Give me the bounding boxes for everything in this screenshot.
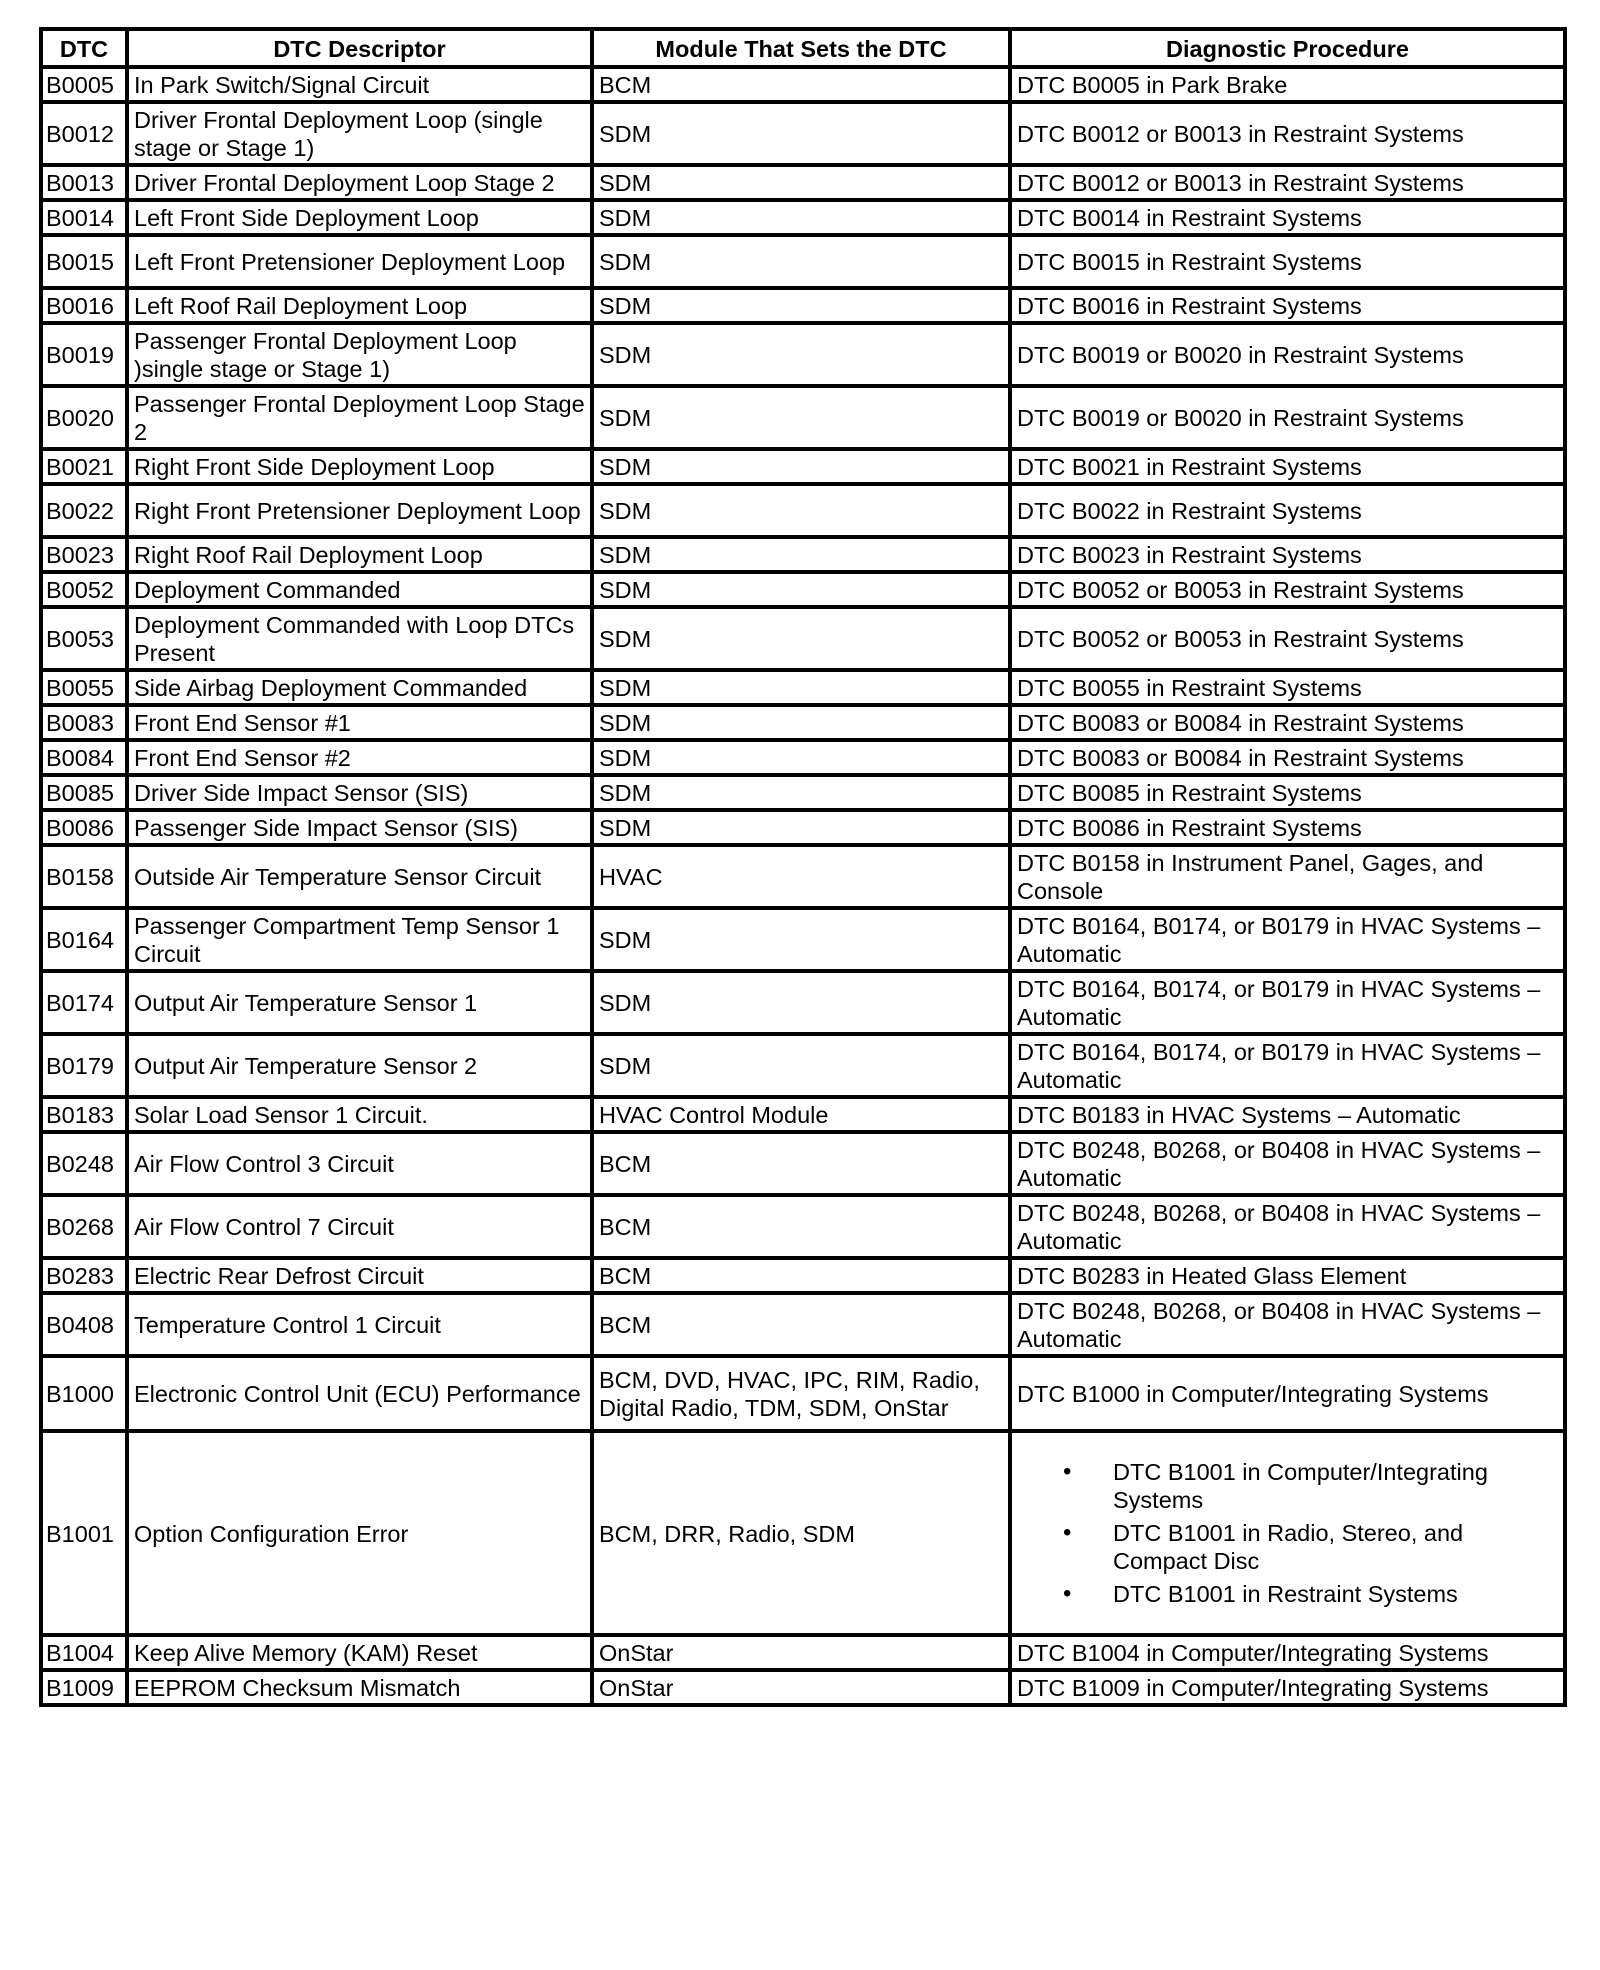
dtc-code-cell: B0174 [41, 971, 127, 1034]
module-cell: BCM [592, 67, 1010, 102]
dtc-descriptor-cell: Right Roof Rail Deployment Loop [127, 537, 592, 572]
table-row [41, 1097, 1565, 1132]
procedure-cell: DTC B0021 in Restraint Systems [1010, 449, 1565, 484]
procedure-cell: DTC B1000 in Computer/Integrating Systems [1010, 1356, 1565, 1431]
dtc-descriptor-cell: Electronic Control Unit (ECU) Performance [127, 1356, 592, 1431]
table-row [41, 1293, 1565, 1356]
dtc-descriptor-cell: Side Airbag Deployment Commanded [127, 670, 592, 705]
table-row [41, 323, 1565, 386]
dtc-code-cell: B1009 [41, 1670, 127, 1705]
module-cell: BCM [592, 1258, 1010, 1293]
table-row [41, 1132, 1565, 1195]
dtc-descriptor-cell: Passenger Compartment Temp Sensor 1 Circuit [127, 908, 592, 971]
table-row [41, 740, 1565, 775]
procedure-cell: DTC B0164, B0174, or B0179 in HVAC Systems – Automatic [1010, 971, 1565, 1034]
dtc-code-cell: B0015 [41, 235, 127, 288]
dtc-descriptor-cell: Temperature Control 1 Circuit [127, 1293, 592, 1356]
module-cell: SDM [592, 810, 1010, 845]
table-row [41, 288, 1565, 323]
dtc-code-cell: B0020 [41, 386, 127, 449]
table-row [41, 670, 1565, 705]
dtc-descriptor-cell: Passenger Frontal Deployment Loop Stage 2 [127, 386, 592, 449]
module-cell: BCM [592, 1195, 1010, 1258]
dtc-descriptor-cell: Air Flow Control 7 Circuit [127, 1195, 592, 1258]
dtc-descriptor-cell: Front End Sensor #1 [127, 705, 592, 740]
dtc-code-cell: B0012 [41, 102, 127, 165]
procedure-cell: DTC B0015 in Restraint Systems [1010, 235, 1565, 288]
table-row [41, 537, 1565, 572]
procedure-cell: DTC B0086 in Restraint Systems [1010, 810, 1565, 845]
module-cell: SDM [592, 200, 1010, 235]
dtc-descriptor-cell: Deployment Commanded with Loop DTCs Present [127, 607, 592, 670]
dtc-descriptor-cell: Left Roof Rail Deployment Loop [127, 288, 592, 323]
module-cell: SDM [592, 705, 1010, 740]
module-cell: SDM [592, 971, 1010, 1034]
procedure-cell: DTC B0005 in Park Brake [1010, 67, 1565, 102]
module-cell: SDM [592, 537, 1010, 572]
dtc-descriptor-cell: Right Front Side Deployment Loop [127, 449, 592, 484]
procedure-cell: DTC B1004 in Computer/Integrating Systems [1010, 1635, 1565, 1670]
dtc-code-cell: B0084 [41, 740, 127, 775]
module-cell: SDM [592, 607, 1010, 670]
table-row [41, 908, 1565, 971]
table-row [41, 449, 1565, 484]
module-cell: HVAC [592, 845, 1010, 908]
table-row [41, 705, 1565, 740]
module-cell: SDM [592, 323, 1010, 386]
column-header-dtc: DTC [41, 29, 127, 67]
table-row [41, 1635, 1565, 1670]
dtc-code-cell: B0014 [41, 200, 127, 235]
procedure-cell: DTC B0012 or B0013 in Restraint Systems [1010, 102, 1565, 165]
dtc-code-cell: B0022 [41, 484, 127, 537]
dtc-descriptor-cell: Solar Load Sensor 1 Circuit. [127, 1097, 592, 1132]
procedure-cell [1010, 1431, 1565, 1635]
table-body [41, 67, 1565, 1705]
table-row [41, 235, 1565, 288]
procedure-cell: DTC B0283 in Heated Glass Element [1010, 1258, 1565, 1293]
module-cell: SDM [592, 670, 1010, 705]
dtc-descriptor-cell: Left Front Side Deployment Loop [127, 200, 592, 235]
procedure-list-item: • DTC B1001 in Radio, Stereo, and Compact Disc [1113, 1519, 1558, 1575]
module-cell: SDM [592, 235, 1010, 288]
dtc-descriptor-cell: Driver Side Impact Sensor (SIS) [127, 775, 592, 810]
table-row [41, 200, 1565, 235]
dtc-code-cell: B0016 [41, 288, 127, 323]
dtc-code-cell: B0052 [41, 572, 127, 607]
dtc-code-cell: B0408 [41, 1293, 127, 1356]
dtc-descriptor-cell: Front End Sensor #2 [127, 740, 592, 775]
procedure-list [1017, 1458, 1558, 1608]
column-header-module: Module That Sets the DTC [592, 29, 1010, 67]
procedure-cell: DTC B0012 or B0013 in Restraint Systems [1010, 165, 1565, 200]
table-row [41, 1195, 1565, 1258]
dtc-code-cell: B0268 [41, 1195, 127, 1258]
procedure-list-item: • DTC B1001 in Restraint Systems [1113, 1580, 1558, 1608]
table-row [41, 845, 1565, 908]
module-cell: BCM, DRR, Radio, SDM [592, 1431, 1010, 1635]
dtc-descriptor-cell: Air Flow Control 3 Circuit [127, 1132, 592, 1195]
procedure-cell: DTC B0248, B0268, or B0408 in HVAC Systems – Automatic [1010, 1293, 1565, 1356]
dtc-descriptor-cell: Output Air Temperature Sensor 2 [127, 1034, 592, 1097]
table-row [41, 102, 1565, 165]
dtc-descriptor-cell: Right Front Pretensioner Deployment Loop [127, 484, 592, 537]
table-row [41, 1034, 1565, 1097]
dtc-code-cell: B0283 [41, 1258, 127, 1293]
procedure-list-item: • DTC B1001 in Computer/Integrating Systems [1113, 1458, 1558, 1514]
procedure-cell: DTC B0248, B0268, or B0408 in HVAC Systems – Automatic [1010, 1132, 1565, 1195]
dtc-code-cell: B0085 [41, 775, 127, 810]
dtc-code-cell: B0053 [41, 607, 127, 670]
dtc-descriptor-cell: In Park Switch/Signal Circuit [127, 67, 592, 102]
dtc-descriptor-cell: Driver Frontal Deployment Loop (single stage or Stage 1) [127, 102, 592, 165]
procedure-cell: DTC B0019 or B0020 in Restraint Systems [1010, 323, 1565, 386]
module-cell: SDM [592, 740, 1010, 775]
procedure-cell: DTC B0083 or B0084 in Restraint Systems [1010, 705, 1565, 740]
module-cell: SDM [592, 572, 1010, 607]
dtc-code-cell: B0013 [41, 165, 127, 200]
module-cell: OnStar [592, 1670, 1010, 1705]
dtc-code-cell: B1000 [41, 1356, 127, 1431]
module-cell: SDM [592, 449, 1010, 484]
dtc-descriptor-cell: Output Air Temperature Sensor 1 [127, 971, 592, 1034]
dtc-code-cell: B0086 [41, 810, 127, 845]
dtc-descriptor-cell: Passenger Frontal Deployment Loop )single stage or Stage 1) [127, 323, 592, 386]
dtc-document [39, 27, 1563, 1707]
table-row [41, 484, 1565, 537]
dtc-descriptor-cell: Option Configuration Error [127, 1431, 592, 1635]
table-row [41, 607, 1565, 670]
dtc-descriptor-cell: Outside Air Temperature Sensor Circuit [127, 845, 592, 908]
procedure-cell: DTC B0085 in Restraint Systems [1010, 775, 1565, 810]
procedure-cell: DTC B0019 or B0020 in Restraint Systems [1010, 386, 1565, 449]
table-row [41, 67, 1565, 102]
module-cell: SDM [592, 288, 1010, 323]
dtc-code-cell: B0019 [41, 323, 127, 386]
procedure-cell: DTC B0164, B0174, or B0179 in HVAC Systems – Automatic [1010, 908, 1565, 971]
module-cell: BCM [592, 1132, 1010, 1195]
procedure-cell: DTC B0016 in Restraint Systems [1010, 288, 1565, 323]
procedure-cell: DTC B0183 in HVAC Systems – Automatic [1010, 1097, 1565, 1132]
table-row [41, 1431, 1565, 1635]
table-row [41, 1670, 1565, 1705]
dtc-descriptor-cell: Deployment Commanded [127, 572, 592, 607]
table-header-row [41, 29, 1565, 67]
module-cell: HVAC Control Module [592, 1097, 1010, 1132]
module-cell: SDM [592, 386, 1010, 449]
column-header-descriptor: DTC Descriptor [127, 29, 592, 67]
dtc-descriptor-cell: Keep Alive Memory (KAM) Reset [127, 1635, 592, 1670]
dtc-code-cell: B1004 [41, 1635, 127, 1670]
procedure-cell: DTC B0083 or B0084 in Restraint Systems [1010, 740, 1565, 775]
dtc-descriptor-cell: Electric Rear Defrost Circuit [127, 1258, 592, 1293]
table-row [41, 775, 1565, 810]
dtc-code-cell: B0005 [41, 67, 127, 102]
dtc-code-cell: B0083 [41, 705, 127, 740]
module-cell: BCM, DVD, HVAC, IPC, RIM, Radio, Digital Radio, TDM, SDM, OnStar [592, 1356, 1010, 1431]
dtc-descriptor-cell: Driver Frontal Deployment Loop Stage 2 [127, 165, 592, 200]
dtc-code-cell: B0248 [41, 1132, 127, 1195]
procedure-cell: DTC B0014 in Restraint Systems [1010, 200, 1565, 235]
table-row [41, 1356, 1565, 1431]
table-row [41, 1258, 1565, 1293]
module-cell: OnStar [592, 1635, 1010, 1670]
column-header-procedure: Diagnostic Procedure [1010, 29, 1565, 67]
procedure-cell: DTC B0158 in Instrument Panel, Gages, and Console [1010, 845, 1565, 908]
procedure-cell: DTC B0248, B0268, or B0408 in HVAC Systems – Automatic [1010, 1195, 1565, 1258]
dtc-code-cell: B0183 [41, 1097, 127, 1132]
procedure-cell: DTC B0052 or B0053 in Restraint Systems [1010, 572, 1565, 607]
dtc-code-cell: B1001 [41, 1431, 127, 1635]
dtc-descriptor-cell: Left Front Pretensioner Deployment Loop [127, 235, 592, 288]
procedure-cell: DTC B0055 in Restraint Systems [1010, 670, 1565, 705]
table-row [41, 386, 1565, 449]
procedure-cell: DTC B0164, B0174, or B0179 in HVAC Systems – Automatic [1010, 1034, 1565, 1097]
dtc-code-cell: B0021 [41, 449, 127, 484]
module-cell: SDM [592, 484, 1010, 537]
table-row [41, 971, 1565, 1034]
dtc-code-cell: B0179 [41, 1034, 127, 1097]
dtc-descriptor-cell: EEPROM Checksum Mismatch [127, 1670, 592, 1705]
module-cell: SDM [592, 102, 1010, 165]
dtc-code-cell: B0164 [41, 908, 127, 971]
dtc-code-cell: B0158 [41, 845, 127, 908]
dtc-code-cell: B0023 [41, 537, 127, 572]
module-cell: SDM [592, 165, 1010, 200]
procedure-cell: DTC B1009 in Computer/Integrating Systems [1010, 1670, 1565, 1705]
module-cell: SDM [592, 1034, 1010, 1097]
table-row [41, 572, 1565, 607]
dtc-descriptor-cell: Passenger Side Impact Sensor (SIS) [127, 810, 592, 845]
procedure-cell: DTC B0052 or B0053 in Restraint Systems [1010, 607, 1565, 670]
procedure-cell: DTC B0023 in Restraint Systems [1010, 537, 1565, 572]
module-cell: BCM [592, 1293, 1010, 1356]
dtc-table [39, 27, 1567, 1707]
procedure-cell: DTC B0022 in Restraint Systems [1010, 484, 1565, 537]
dtc-code-cell: B0055 [41, 670, 127, 705]
module-cell: SDM [592, 908, 1010, 971]
table-row [41, 165, 1565, 200]
table-row [41, 810, 1565, 845]
module-cell: SDM [592, 775, 1010, 810]
